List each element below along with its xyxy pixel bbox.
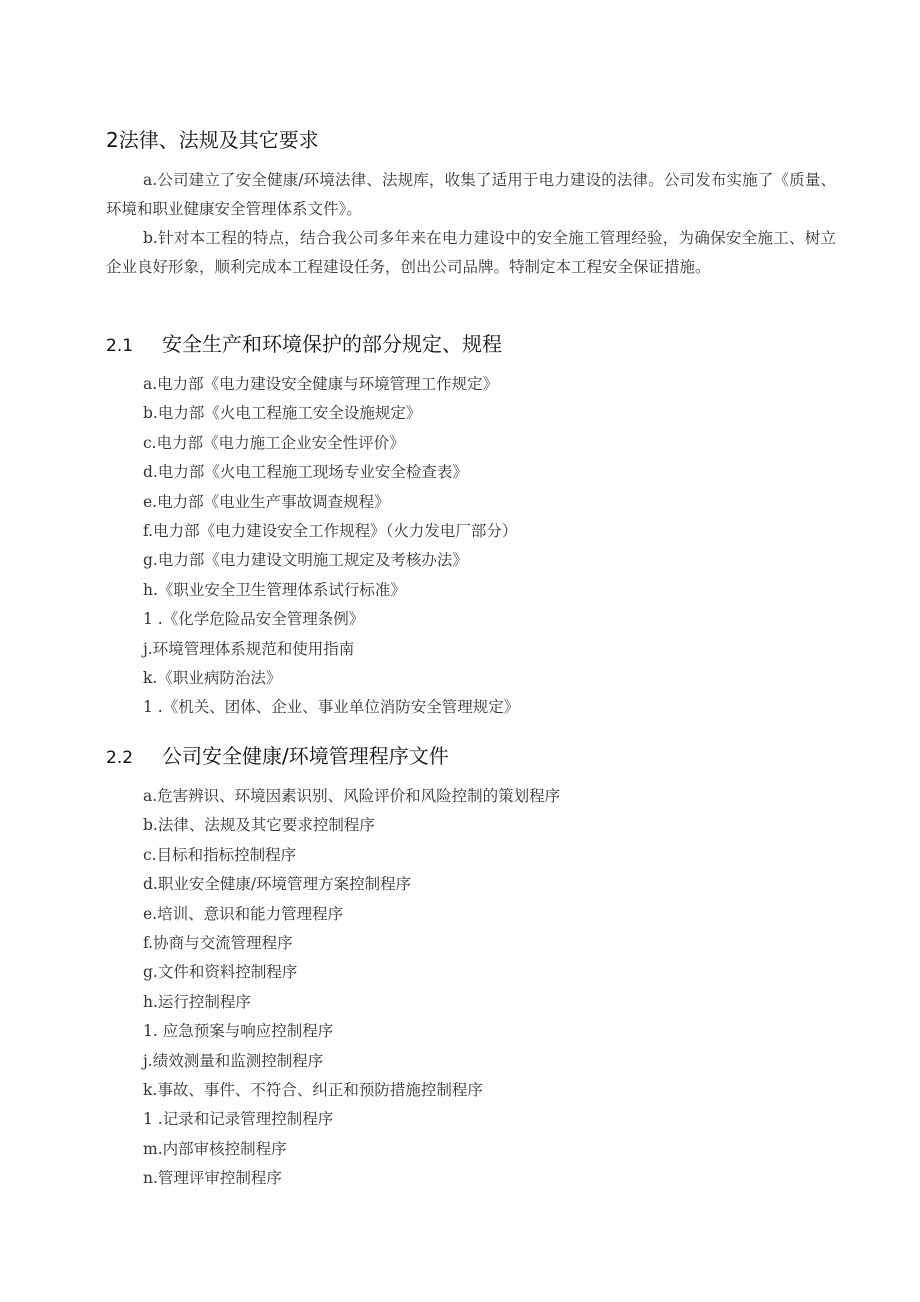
procedures-list — [143, 782, 560, 1194]
list-item: 1 .记录和记录管理控制程序 — [143, 1110, 334, 1129]
subsection-title: 公司安全健康/环境管理程序文件 — [162, 744, 449, 768]
list-item: n.管理评审控制程序 — [143, 1169, 282, 1188]
list-item: j.绩效测量和监测控制程序 — [143, 1051, 324, 1070]
subsection-heading-procedures — [106, 742, 449, 772]
section-heading: 2法律、法规及其它要求 — [106, 128, 319, 152]
list-item: c.目标和指标控制程序 — [143, 845, 297, 864]
regulations-list — [143, 370, 519, 723]
list-item: a.电力部《电力建设安全健康与环境管理工作规定》 — [143, 375, 499, 393]
list-item: f.协商与交流管理程序 — [143, 934, 293, 953]
list-item: g.文件和资料控制程序 — [143, 963, 298, 982]
list-item: a.危害辨识、环境因素识别、风险评价和风险控制的策划程序 — [143, 787, 561, 805]
paragraph-a: a.公司建立了安全健康/环境法律、法规库，收集了适用于电力建设的法律。公司发布实施了《质量、环境和职业健康安全管理体系文件》。 — [106, 171, 836, 218]
paragraph-b: b.针对本工程的特点，结合我公司多年来在电力建设中的安全施工管理经验，为确保安全施工、树立企业良好形象，顺利完成本工程建设任务，创出公司品牌。特制定本工程安全保证措施。 — [106, 229, 836, 276]
list-item: h.《职业安全卫生管理体系试行标准》 — [143, 580, 406, 599]
list-item: c.电力部《电力施工企业安全性评价》 — [143, 433, 405, 452]
list-item: f.电力部《电力建设安全工作规程》（火力发电厂部分） — [143, 522, 518, 541]
subsection-number: 2.1 — [106, 336, 134, 356]
list-item: m.内部审核控制程序 — [143, 1139, 287, 1158]
subsection-heading-regulations — [106, 330, 502, 360]
list-item: d.职业安全健康/环境管理方案控制程序 — [143, 875, 412, 894]
list-item: 1. 应急预案与响应控制程序 — [143, 1022, 334, 1041]
list-item: e.电力部《电业生产事故调查规程》 — [143, 492, 390, 511]
subsection-title: 安全生产和环境保护的部分规定、规程 — [162, 332, 502, 356]
list-item: k.《职业病防治法》 — [143, 669, 282, 688]
list-item: e.培训、意识和能力管理程序 — [143, 904, 344, 923]
list-item: d.电力部《火电工程施工现场专业安全检查表》 — [143, 463, 468, 482]
list-item: 1 .《化学危险品安全管理条例》 — [143, 610, 365, 629]
list-item: k.事故、事件、不符合、纠正和预防措施控制程序 — [143, 1081, 483, 1100]
list-item: g.电力部《电力建设文明施工规定及考核办法》 — [143, 551, 468, 570]
list-item: j.环境管理体系规范和使用指南 — [143, 639, 355, 658]
subsection-number: 2.2 — [106, 748, 134, 768]
list-item: b.法律、法规及其它要求控制程序 — [143, 816, 375, 835]
list-item: b.电力部《火电工程施工安全设施规定》 — [143, 404, 422, 423]
list-item: h.运行控制程序 — [143, 992, 251, 1011]
list-item: 1 .《机关、团体、企业、事业单位消防安全管理规定》 — [143, 698, 520, 717]
